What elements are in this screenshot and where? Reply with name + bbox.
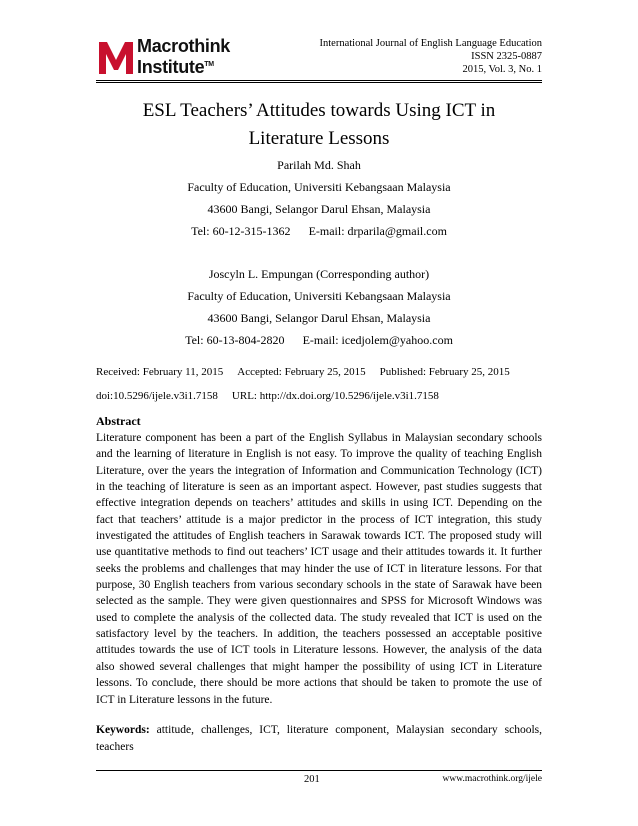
doi-url[interactable]: URL: http://dx.doi.org/10.5296/ijele.v3i1.7158 — [231, 390, 439, 402]
header-divider — [96, 80, 542, 81]
accepted-date: Accepted: February 25, 2015 — [237, 366, 366, 378]
publication-dates — [96, 366, 542, 378]
keywords-label: Keywords: — [96, 724, 150, 736]
author-tel: Tel: 60-12-315-1362 — [191, 224, 291, 238]
header-divider-thin — [96, 82, 542, 83]
author-contact — [96, 220, 542, 242]
title-line-1: ESL Teachers’ Attitudes towards Using ICT in — [142, 100, 496, 121]
keywords-text: attitude, challenges, ICT, literature component, Malaysian secondary schools, teachers — [96, 724, 542, 753]
author-email: E-mail: icedjolem@yahoo.com — [302, 333, 453, 347]
doi: doi:10.5296/ijele.v3i1.7158 — [96, 390, 218, 402]
keywords — [96, 722, 542, 755]
page-number: 201 — [304, 774, 320, 785]
journal-info — [282, 37, 542, 76]
author-block-1 — [96, 154, 542, 242]
abstract-heading: Abstract — [96, 414, 141, 428]
publisher-logo — [97, 36, 237, 78]
published-date: Published: February 25, 2015 — [379, 366, 510, 378]
logo-text-line2: Institute™ — [137, 57, 214, 77]
footer-url[interactable]: www.macrothink.org/ijele — [442, 774, 542, 784]
author-address: 43600 Bangi, Selangor Darul Ehsan, Malaysia — [207, 311, 431, 325]
macrothink-m-icon — [97, 36, 135, 76]
author-email: E-mail: drparila@gmail.com — [308, 224, 447, 238]
doi-row — [96, 390, 542, 402]
paper-title — [96, 97, 542, 153]
received-date: Received: February 11, 2015 — [96, 366, 224, 378]
journal-issue: 2015, Vol. 3, No. 1 — [462, 64, 542, 75]
author-contact — [96, 329, 542, 351]
logo-text-line1: Macrothink — [137, 36, 231, 56]
journal-issn: ISSN 2325-0887 — [471, 51, 542, 62]
author-name: Parilah Md. Shah — [277, 158, 361, 172]
title-line-2: Literature Lessons — [248, 128, 390, 149]
author-block-2 — [96, 263, 542, 351]
author-address: 43600 Bangi, Selangor Darul Ehsan, Malaysia — [207, 202, 431, 216]
author-faculty: Faculty of Education, Universiti Kebangsaan Malaysia — [187, 180, 451, 194]
author-faculty: Faculty of Education, Universiti Kebangsaan Malaysia — [187, 289, 451, 303]
trademark-mark: TM — [204, 61, 214, 68]
abstract-text: Literature component has been a part of the English Syllabus in Malaysian secondary schools and the learning of literature in English is not easy. To improve the quality of teaching English Literature, over the years the integration of Information and Communication Technology (ICT) in the teaching of literature is seen as an important aspect. However, past studies suggests that effective integration depends on teachers’ attitudes and skills in using ICT. Depending on the fact that teachers’ attitude is a major predictor in the process of ICT integration, this study investigated the attitudes of English teachers in Sarawak towards ICT. The proposed study will use quantitative methods to find out teachers’ ICT usage and their attitudes towards it. It further seeks the problems and challenges that may hinder the use of ICT in literature lessons. For that purpose, 30 English teachers from various secondary schools in the state of Sarawak have been selected as the sample. They were given questionnaires and SPSS for Microsoft Windows was used to complete the analysis of the collected data. The study revealed that ICT is used on the satisfactory level by the teachers. In addition, the teachers possessed an acceptable positive attitudes towards the use of ICT tools in Literature lessons. However, the analysis of the data also showed several challenges that might hamper the possibility of using ICT in Literature lessons. To conclude, there should be more actions that should be taken to promote the use of ICT in Literature lessons in the future. — [96, 432, 542, 706]
author-name: Joscyln L. Empungan (Corresponding author) — [208, 267, 430, 281]
journal-name: International Journal of English Language Education — [319, 38, 542, 49]
author-tel: Tel: 60-13-804-2820 — [185, 333, 285, 347]
footer-divider — [96, 770, 542, 771]
